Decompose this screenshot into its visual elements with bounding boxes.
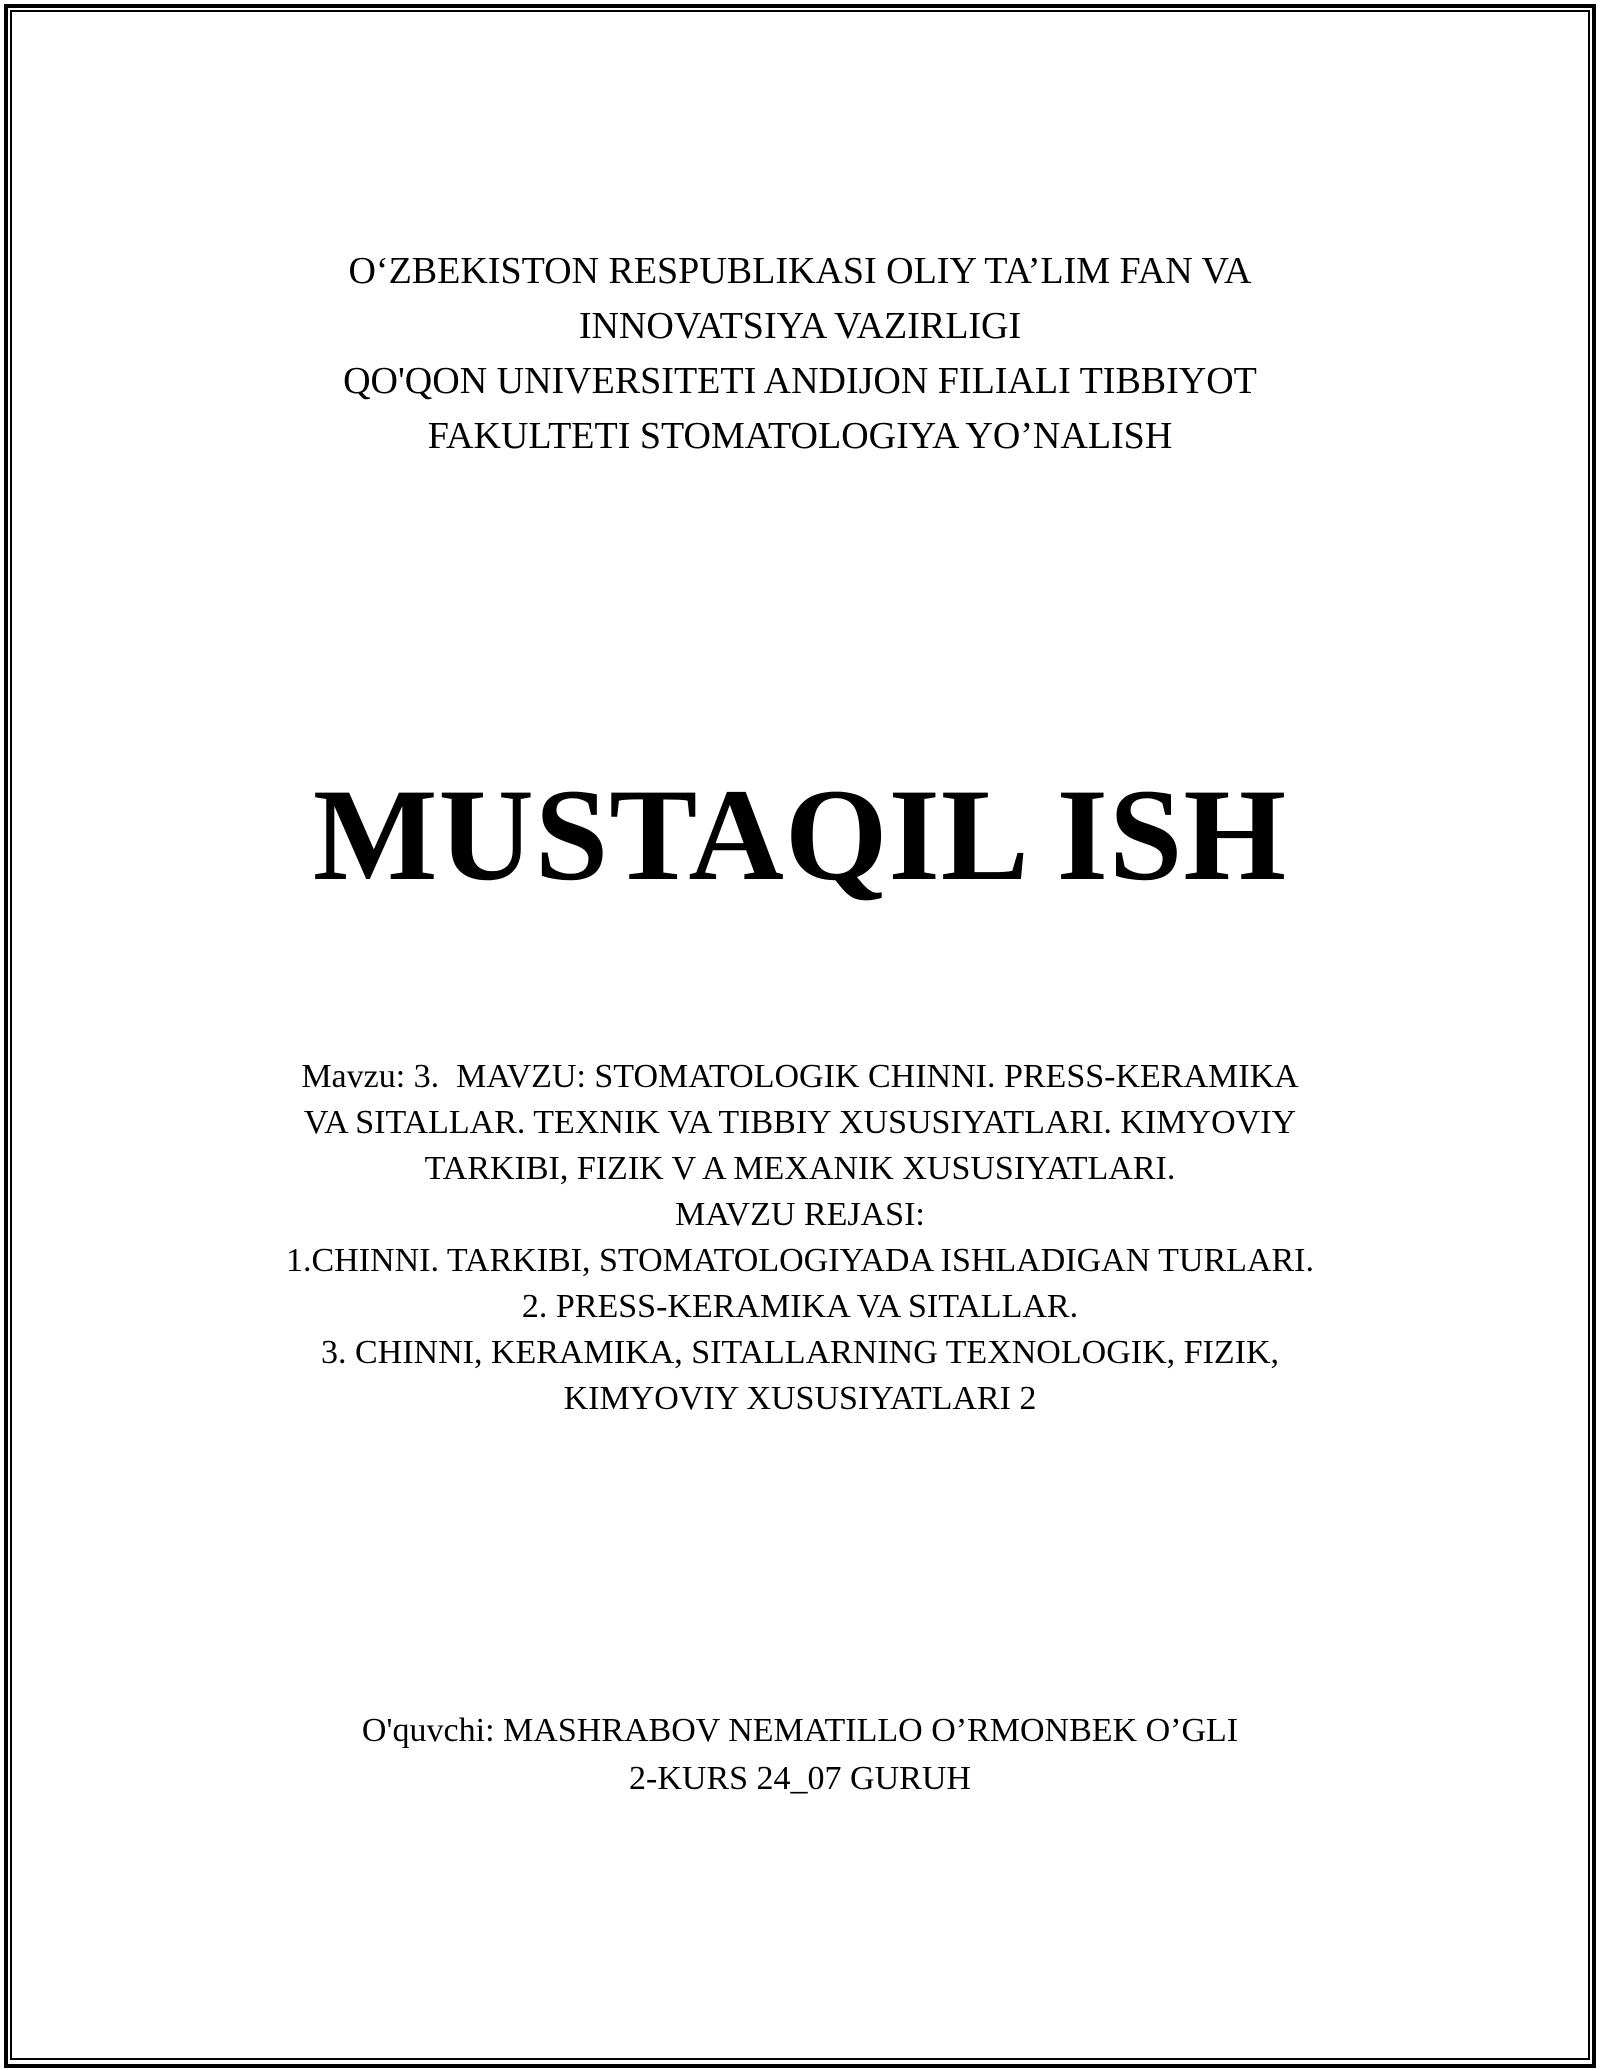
topic-line-2: VA SITALLAR. TEXNIK VA TIBBIY XUSUSIYATLARI. KIMYOVIY	[303, 1104, 1297, 1141]
header-line-4: FAKULTETI STOMATOLOGIYA YO’NALISH	[427, 415, 1173, 457]
plan-item-3-cont: KIMYOVIY XUSUSIYATLARI 2	[563, 1380, 1037, 1417]
header-line-1: O‘ZBEKISTON RESPUBLIKASI OLIY TA’LIM FAN VA	[348, 250, 1252, 292]
institution-header	[0, 244, 1600, 464]
plan-item-1: 1.CHINNI. TARKIBI, STOMATOLOGIYADA ISHLADIGAN TURLARI.	[286, 1242, 1314, 1279]
header-line-2: INNOVATSIYA VAZIRLIGI	[578, 305, 1022, 347]
plan-item-3: 3. CHINNI, KERAMIKA, SITALLARNING TEXNOLOGIK, FIZIK,	[321, 1334, 1279, 1371]
student-info	[0, 1707, 1600, 1803]
topic-line-3: TARKIBI, FIZIK V A MEXANIK XUSUSIYATLARI.	[424, 1150, 1176, 1187]
plan-heading: MAVZU REJASI:	[675, 1196, 925, 1233]
student-group: 2-KURS 24_07 GURUH	[629, 1760, 971, 1797]
plan-item-2: 2. PRESS-KERAMIKA VA SITALLAR.	[521, 1288, 1079, 1325]
student-name: O'quvchi: MASHRABOV NEMATILLO O’RMONBEK O’GLI	[361, 1712, 1239, 1749]
header-line-3: QO'QON UNIVERSITETI ANDIJON FILIALI TIBBIYOT	[343, 360, 1257, 402]
document-title: MUSTAQIL ISH	[312, 761, 1288, 908]
topic-section	[0, 1054, 1600, 1422]
topic-line-1: Mavzu: 3. MAVZU: STOMATOLOGIK CHINNI. PRESS-KERAMIKA	[301, 1058, 1299, 1095]
